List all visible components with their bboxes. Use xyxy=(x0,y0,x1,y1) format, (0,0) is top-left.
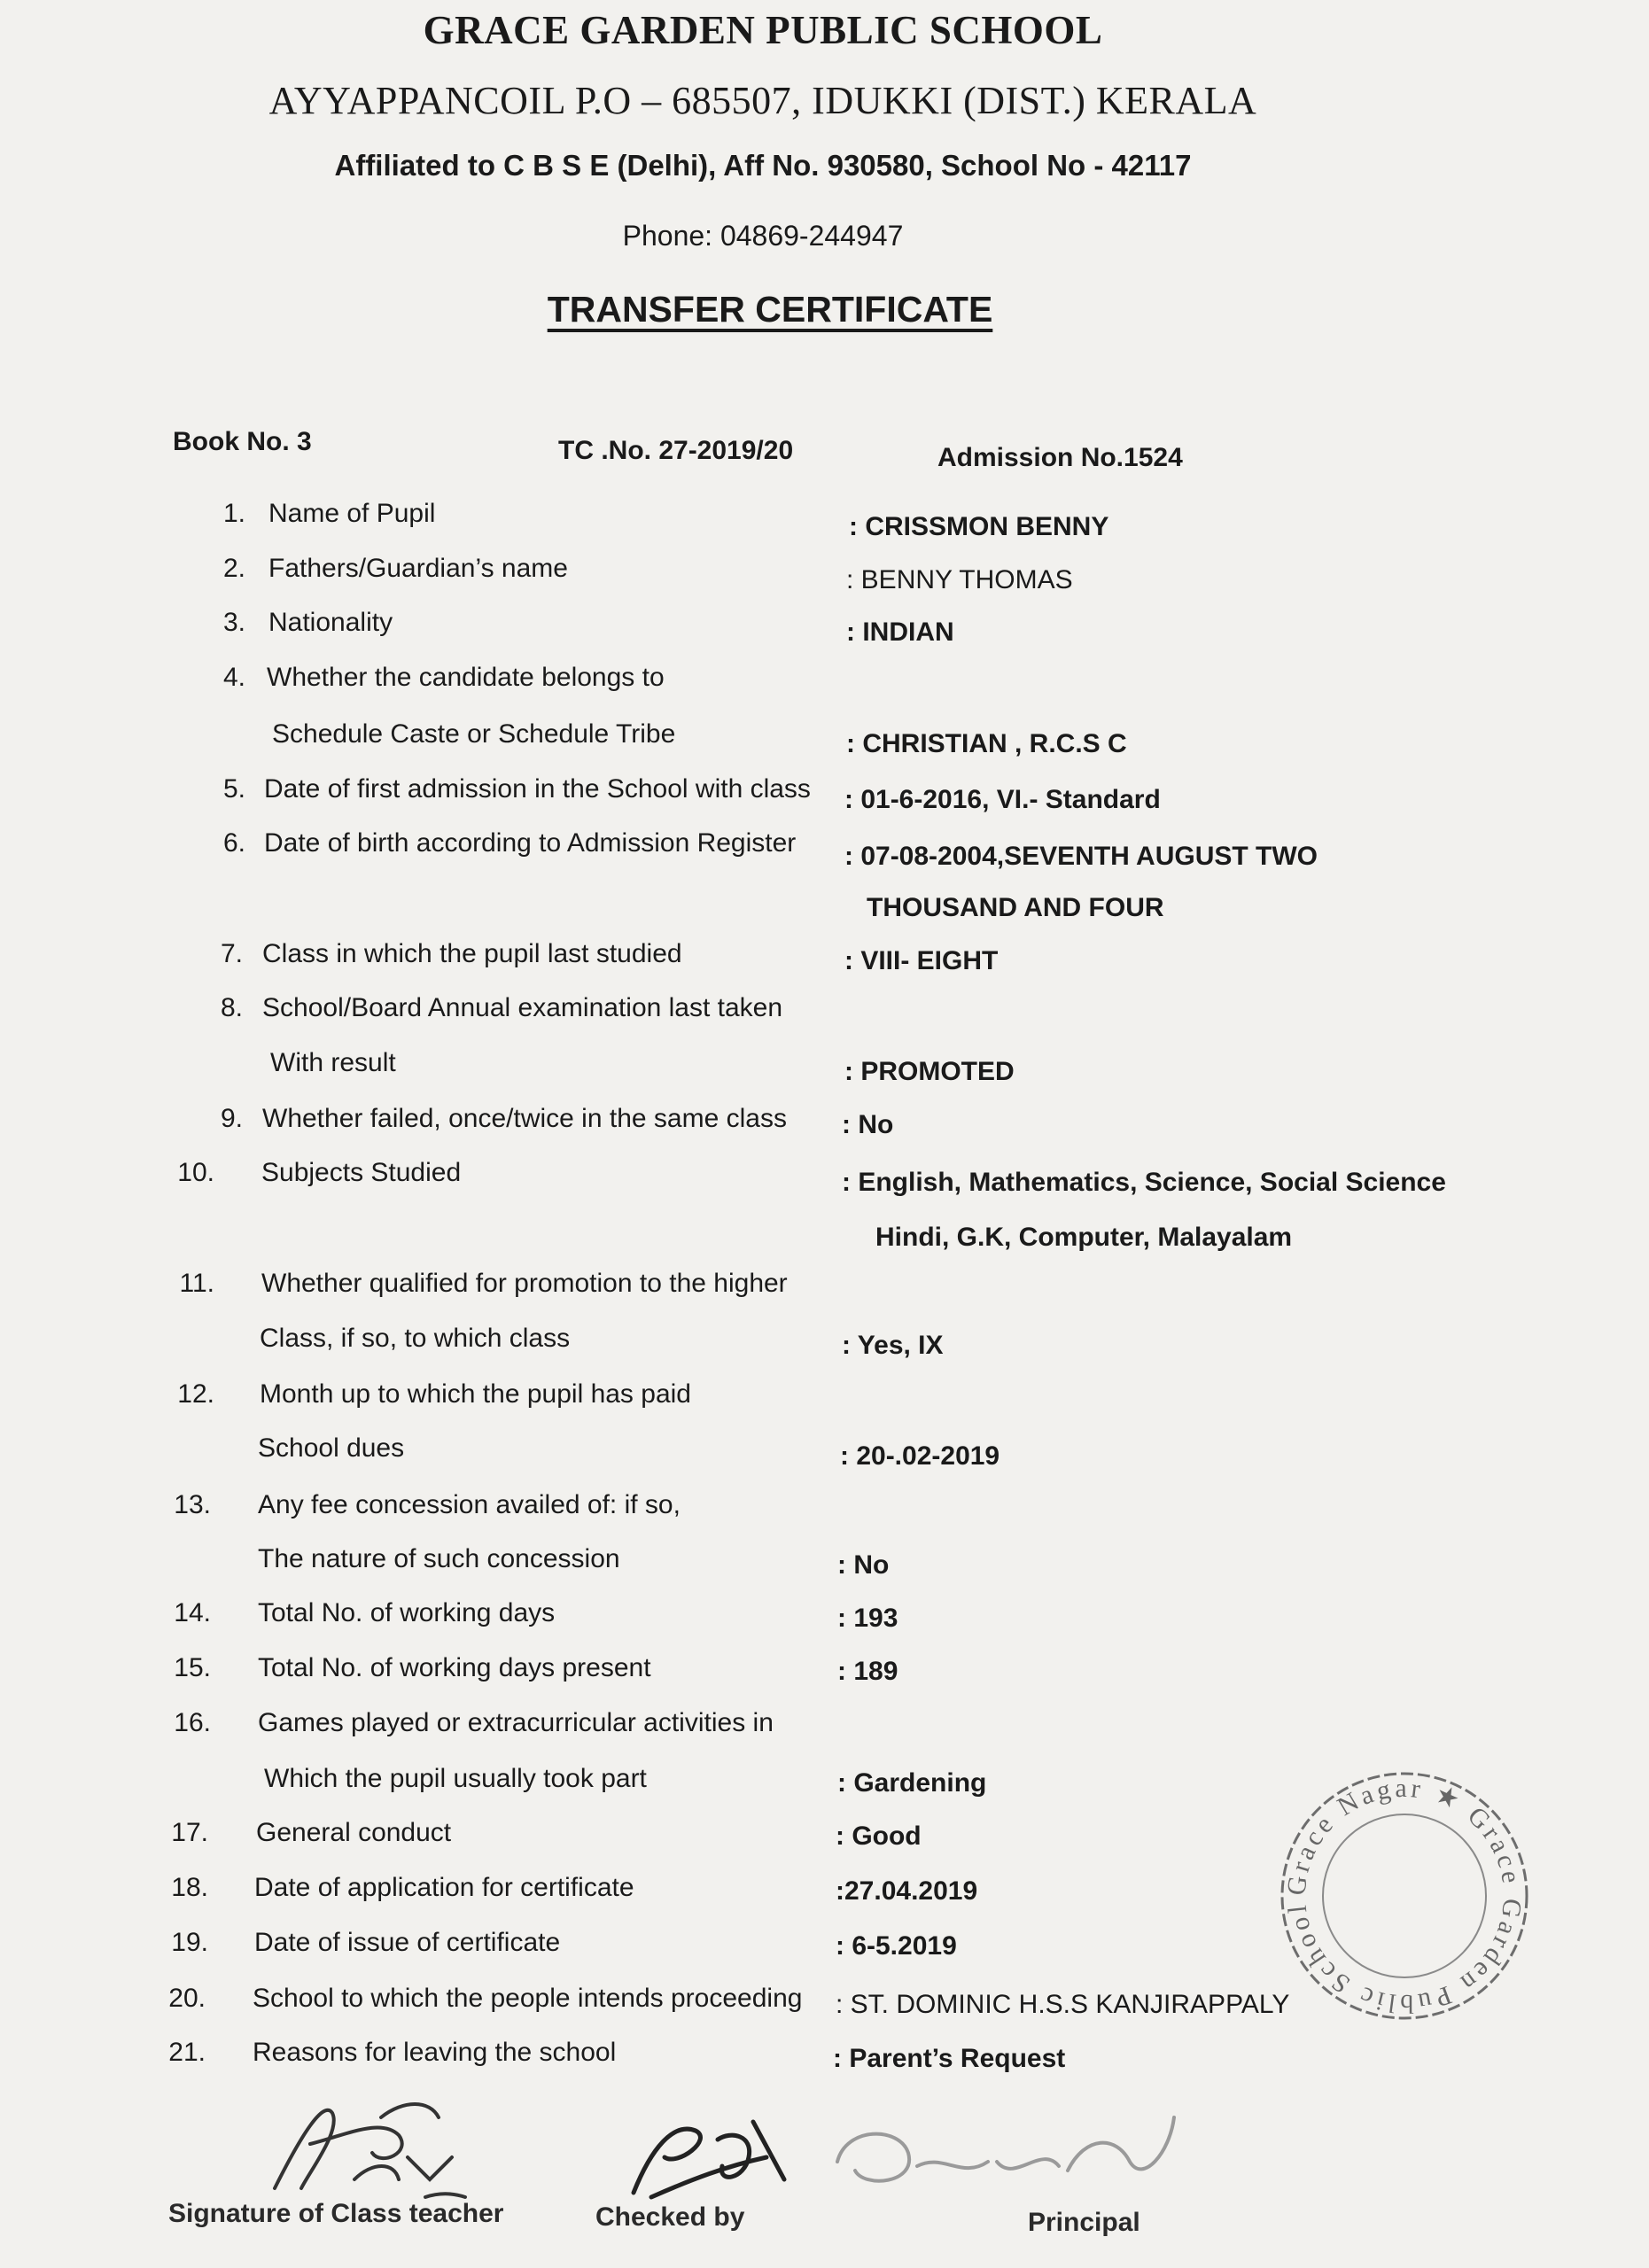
row-label: Games played or extracurricular activities in xyxy=(258,1708,774,1737)
row-label: Total No. of working days xyxy=(258,1598,556,1627)
row-value-continued: Hindi, G.K, Computer, Malayalam xyxy=(875,1223,1293,1252)
seal-text: Grace Nagar ★ Grace Garden Public School xyxy=(1281,1773,1528,2019)
class-teacher-signature-label: Signature of Class teacher xyxy=(168,2199,504,2228)
row-label: Name of Pupil xyxy=(268,499,436,528)
row-label-continued: Which the pupil usually took part xyxy=(264,1764,647,1793)
row-value-continued: THOUSAND AND FOUR xyxy=(867,893,1164,922)
row-label: Whether failed, once/twice in the same class xyxy=(262,1104,787,1133)
row-label: Any fee concession availed of: if so, xyxy=(258,1490,681,1519)
phone-line: Phone: 04869-244947 xyxy=(622,220,904,252)
row-value: : ST. DOMINIC H.S.S KANJIRAPPALY xyxy=(836,1990,1290,2019)
school-seal-stamp xyxy=(1272,1763,1537,2029)
principal-label: Principal xyxy=(1028,2208,1140,2237)
row-label-continued: With result xyxy=(270,1048,396,1077)
row-number: 4. xyxy=(222,663,245,692)
row-value: :27.04.2019 xyxy=(836,1876,978,1906)
row-number: 13. xyxy=(174,1490,211,1519)
row-value: : Yes, IX xyxy=(842,1331,944,1360)
affiliation-line: Affiliated to C B S E (Delhi), Aff No. 930580, School No - 42117 xyxy=(334,149,1192,182)
row-label: Whether qualified for promotion to the higher xyxy=(261,1269,788,1298)
row-number: 21. xyxy=(168,2038,206,2067)
row-label: Nationality xyxy=(268,608,393,637)
row-value: : 189 xyxy=(837,1657,898,1686)
svg-text:Grace Nagar ★ Grace Garden Pub xyxy=(1281,1774,1527,2018)
row-number: 3. xyxy=(222,608,245,637)
row-label: Date of birth according to Admission Register xyxy=(264,828,797,858)
document-title-text: TRANSFER CERTIFICATE xyxy=(547,289,993,330)
row-value: : Good xyxy=(836,1821,922,1851)
row-value: : Parent’s Request xyxy=(833,2044,1066,2073)
row-value: : No xyxy=(837,1550,890,1580)
school-name: GRACE GARDEN PUBLIC SCHOOL xyxy=(423,8,1103,52)
row-label: Month up to which the pupil has paid xyxy=(260,1379,691,1409)
row-label: Total No. of working days present xyxy=(258,1653,651,1682)
checked-by-label: Checked by xyxy=(595,2202,745,2232)
row-number: 10. xyxy=(177,1158,214,1187)
row-label-continued: Class, if so, to which class xyxy=(260,1324,571,1353)
row-number: 1. xyxy=(222,499,245,528)
row-number: 12. xyxy=(177,1379,214,1409)
row-value: : English, Mathematics, Science, Social Science xyxy=(842,1168,1446,1197)
row-value: : CHRISTIAN , R.C.S C xyxy=(846,729,1127,758)
row-number: 18. xyxy=(171,1873,208,1902)
row-label: Date of issue of certificate xyxy=(254,1928,561,1957)
row-label: School/Board Annual examination last taken xyxy=(262,993,783,1022)
row-label: Date of first admission in the School with class xyxy=(264,774,811,804)
row-label: Fathers/Guardian’s name xyxy=(268,554,568,583)
row-number: 8. xyxy=(220,993,243,1022)
row-value: : Gardening xyxy=(837,1768,987,1798)
row-label: Whether the candidate belongs to xyxy=(267,663,665,692)
class-teacher-signature xyxy=(248,2082,487,2215)
row-number: 7. xyxy=(220,939,243,968)
row-value: : 193 xyxy=(837,1604,898,1633)
row-label-continued: The nature of such concession xyxy=(258,1544,620,1573)
row-number: 15. xyxy=(174,1653,211,1682)
tc-number: TC .No. 27-2019/20 xyxy=(558,436,794,465)
row-label-continued: Schedule Caste or Schedule Tribe xyxy=(272,719,676,749)
document-title xyxy=(0,289,1540,330)
row-value: : CRISSMON BENNY xyxy=(849,512,1109,541)
row-number: 17. xyxy=(171,1818,208,1847)
row-number: 19. xyxy=(171,1928,208,1957)
row-label-continued: School dues xyxy=(258,1433,405,1463)
book-number: Book No. 3 xyxy=(173,427,312,456)
row-label: Subjects Studied xyxy=(261,1158,462,1187)
row-value: : 20-.02-2019 xyxy=(840,1441,1000,1471)
row-value: : 01-6-2016, VI.- Standard xyxy=(844,785,1161,814)
row-value: : 07-08-2004,SEVENTH AUGUST TWO xyxy=(844,842,1318,871)
row-number: 14. xyxy=(174,1598,211,1627)
row-value: : VIII- EIGHT xyxy=(844,946,999,975)
school-address: AYYAPPANCOIL P.O – 685507, IDUKKI (DIST.) KERALA xyxy=(268,79,1257,122)
row-number: 2. xyxy=(222,554,245,583)
row-label: School to which the people intends proceeding xyxy=(253,1984,803,2013)
row-value: : No xyxy=(842,1110,894,1139)
row-number: 9. xyxy=(220,1104,243,1133)
checked-by-signature xyxy=(611,2095,797,2219)
row-number: 11. xyxy=(179,1269,214,1298)
row-value: : INDIAN xyxy=(846,617,954,647)
row-number: 5. xyxy=(222,774,245,804)
row-number: 6. xyxy=(222,828,245,858)
admission-number: Admission No.1524 xyxy=(937,443,1183,472)
row-label: General conduct xyxy=(256,1818,452,1847)
row-label: Class in which the pupil last studied xyxy=(262,939,682,968)
row-label: Date of application for certificate xyxy=(254,1873,634,1902)
row-value: : BENNY THOMAS xyxy=(846,565,1073,594)
row-number: 16. xyxy=(174,1708,211,1737)
row-label: Reasons for leaving the school xyxy=(253,2038,617,2067)
row-value: : PROMOTED xyxy=(844,1057,1015,1086)
row-number: 20. xyxy=(168,1984,206,2013)
principal-signature xyxy=(820,2100,1192,2215)
row-value: : 6-5.2019 xyxy=(836,1931,957,1961)
